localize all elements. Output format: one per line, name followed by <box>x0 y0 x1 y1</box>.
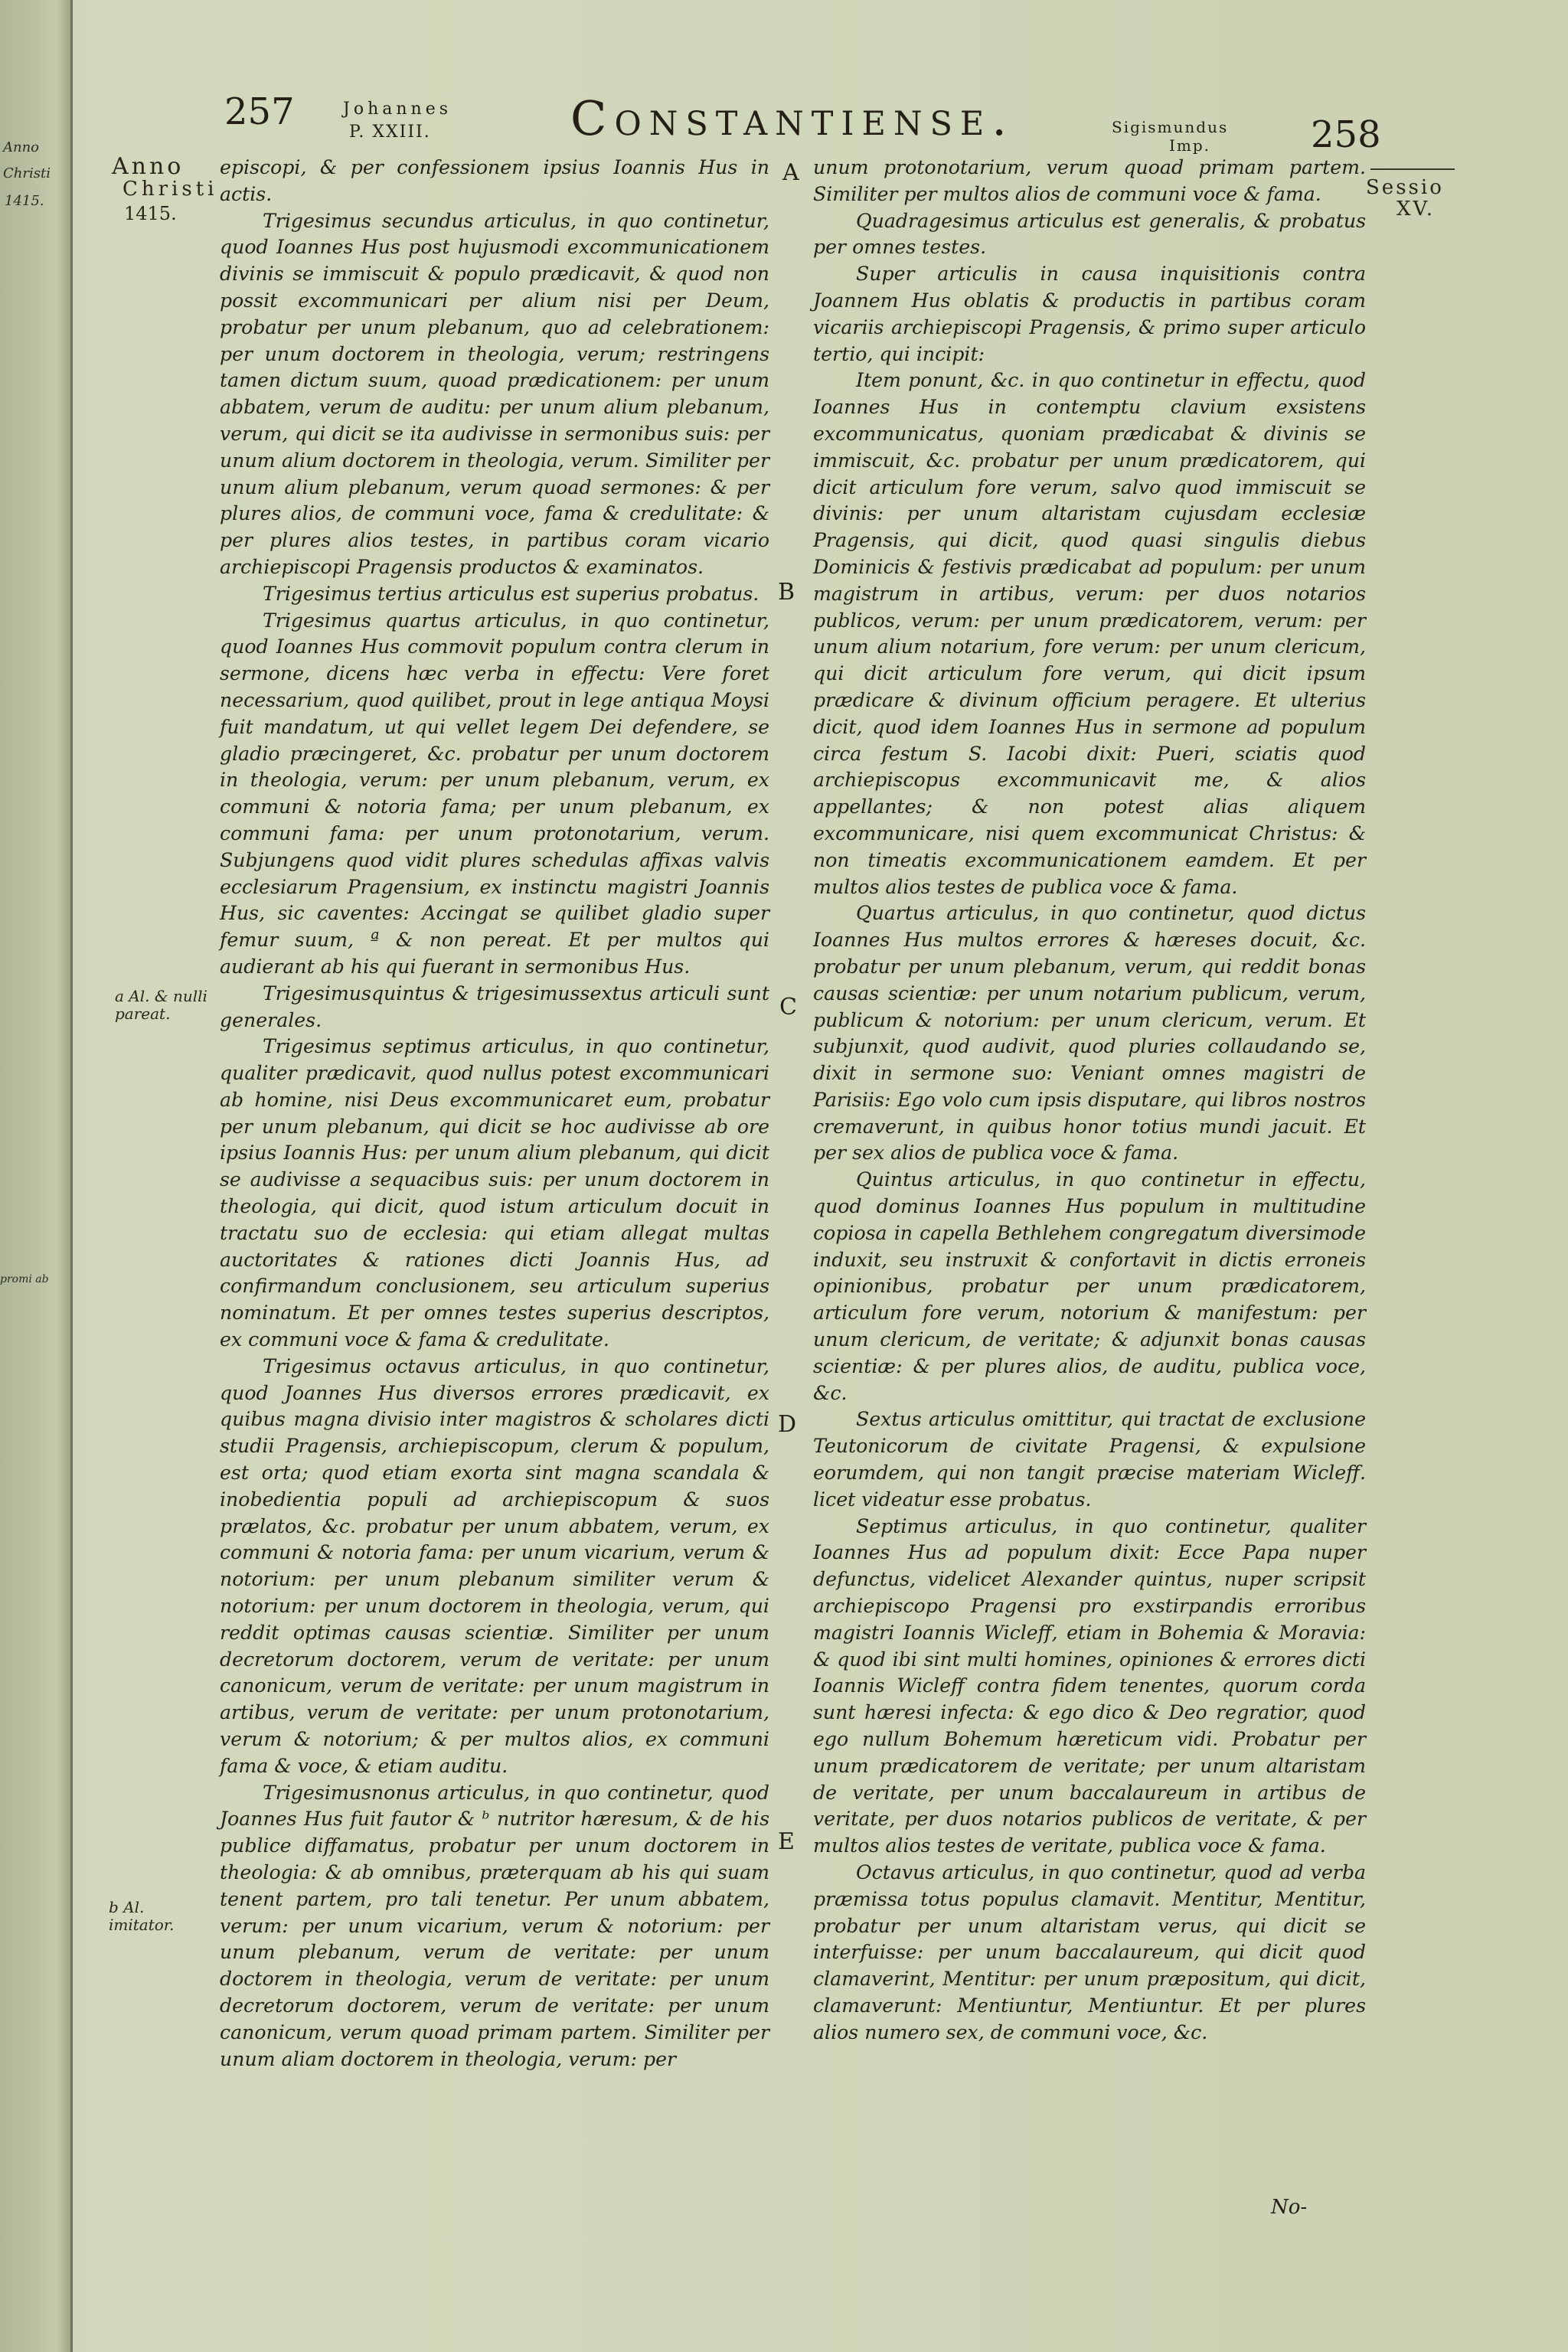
paragraph: Quartus articulus, in quo continetur, quod dictus Ioannes Hus multos errores & hæreses docuit, &c. probatur per unum plebanum, verum, qui reddit bonas causas scientiæ: per unum notarium publicum, verum, publicum & notorium: per unum clericum, verum. Et subjunxit, quod audivit, quod pluries collaudando se, dixit in sermone suo: Veniant omnes magistri de Parisiis: Ego volo cum ipsis disputare, qui libros nostros cremaverunt, in quibus honor totius mundi jacuit. Et per sex alios de publica voce & fama. <box>813 902 1366 1165</box>
paragraph: Trigesimus tertius articulus est superius probatus. <box>263 582 760 605</box>
margin-note-a: a Al. & nulli pareat. <box>115 987 207 1023</box>
section-letter-b: B <box>778 579 795 606</box>
section-letter-a: A <box>782 159 799 186</box>
paragraph: episcopi, & per confessionem ipsius Ioannis Hus in actis. <box>220 156 769 205</box>
paragraph: Octavus articulus, in quo continetur, quod ad verba præmissa totus populus clamavit. Mentitur, Mentitur, probatur per unum altaristam verus, qui dicit se interfuisse: per unum baccalaureum, qui dicit quod clamaverint, Mentitur: per unum præpositum, qui dicit, clamaverunt: Mentiuntur, Mentiuntur. Et per plures alios numero sex, de communi voce, &c. <box>813 1861 1366 2043</box>
header-right-sub-1: Sigismundus <box>1112 118 1229 136</box>
running-header <box>0 0 1568 168</box>
margin-year: 1415. <box>124 203 177 224</box>
header-right-sub-2: Imp. <box>1169 136 1211 155</box>
paragraph: Trigesimusquintus & trigesimussextus articuli sunt generales. <box>220 982 769 1031</box>
previous-page-edge <box>0 0 73 2352</box>
paragraph: Trigesimus quartus articulus, in quo continetur, quod Ioannes Hus commovit populum contra clerum in sermone, dicens hæc verba in effectu: Vere foret necessarium, quod quilibet, prout in lege antiqua Moysi fuit mandatum, ut qui vellet legem Dei defendere, se gladio præcingeret, &c. probatur per unum doctorem in theologia, verum: per unum plebanum, verum, ex communi & notoria fama; per unum plebanum, ex communi fama: per unum protonotarium, verum. Subjungens quod vidit plures schedulas affixas valvis ecclesiarum Pragensium, ex instinctu magistri Joannis Hus, sic caventes: Accingat se quilibet gladio super femur suum, ª & non pereat. Et per multos qui audierant ab his qui fuerant in sermonibus Hus. <box>220 609 769 978</box>
paragraph: Quadragesimus articulus est generalis, & probatus per omnes testes. <box>813 209 1366 259</box>
right-text-column <box>813 155 1366 2047</box>
edge-text-2: Christi <box>3 165 51 181</box>
margin-note-b: b Al. imitator. <box>109 1898 175 1934</box>
paragraph: Trigesimus octavus articulus, in quo continetur, quod Joannes Hus diversos errores prædicavit, ex quibus magna divisio inter magistros & scholares dicti studii Pragensis, archiepiscopum, clerum & populum, est orta; quod etiam exorta sint magna scandala & inobedientia populi ad archiepiscopum & suos prælatos, &c. probatur per unum abbatem, verum, ex communi & notoria fama: per unum vicarium, verum & notorium: per unum plebanum similiter verum & notorium: per unum doctorem in theologia, verum, qui reddit optimas causas scientiæ. Similiter per unum decretorum doctorem, verum de veritate: per unum canonicum, verum de veritate: per unum magistrum in artibus, verum de veritate: per unum protonotarium, verum & notorium; & per multos alios, ex communi fama & voce, & etiam auditu. <box>220 1354 769 1777</box>
margin-sessio-num: XV. <box>1396 198 1436 220</box>
running-title: Constantiense. <box>570 90 1015 146</box>
paragraph: Trigesimus secundus articulus, in quo continetur, quod Ioannes Hus post hujusmodi excommunicationem divinis se immiscuit & populo prædicavit, & quod non possit excommunicari per alium nisi per Deum, probatur per unum plebanum, quo ad celebrationem: per unum doctorem in theologia, verum; restringens tamen dictum suum, quoad prædicationem: per unum abbatem, verum de auditu: per unum alium plebanum, verum, qui dicit se ita audivisse in sermonibus suis: per unum alium doctorem in theologia, verum. Similiter per unum alium plebanum, verum quoad sermones: & per plures alios, de communi voce, fama & credulitate: & per plures alios testes, in partibus coram vicario archiepiscopi Pragensis productos & examinatos. <box>220 209 769 578</box>
section-letter-d: D <box>778 1411 797 1438</box>
paragraph: Quintus articulus, in quo continetur in effectu, quod dominus Ioannes Hus populum in multitudine copiosa in capella Bethlehem congregatum diversimode induxit, seu instruxit & confortavit in dictis erroneis opinionibus, probatur per unum prædicatorem, articulum fore verum, notorium & manifestum: per unum clericum, de veritate; & adjunxit bonas causas scientiæ: & per plures alios, de auditu, publica voce, &c. <box>813 1168 1366 1404</box>
paragraph: Item ponunt, &c. in quo continetur in effectu, quod Ioannes Hus in contemptu clavium exsistens excommunicatus, quoniam prædicabat & divinis se immiscuit, &c. probatur per unum prædicatorem, qui dicit articulum fore verum, salvo quod immiscuit se divinis: per unum altaristam cujusdam ecclesiæ Pragensis, qui dicit, quod quasi singulis diebus Dominicis & festivis prædicabat ad populum: per unum magistrum in artibus, verum: per duos notarios publicos, verum: per unum prædicatorem, verum: per unum alium notarium, fore verum: per unum clericum, qui dicit articulum fore verum, qui dicit ipsum prædicare & divinum officium peragere. Et ulterius dicit, quod idem Ioannes Hus in sermone ad populum circa festum S. Iacobi dixit: Pueri, sciatis quod archiepiscopus excommunicavit me, & alios appellantes; & non potest alias aliquem excommunicare, nisi quem excommunicat Christus: & non timeatis excommunicationem eamdem. Et per multos alios testes de publica voce & fama. <box>813 369 1366 898</box>
paragraph: Trigesimusnonus articulus, in quo continetur, quod Joannes Hus fuit fautor & ᵇ nutritor hæresum, & de his publice diffamatus, probatur per unum doctorem in theologia: & ab omnibus, præterquam ab his qui suam tenent partem, pro tali tenetur. Per unum abbatem, verum: per unum vicarium, verum & notorium: per unum plebanum, verum de veritate: per unum doctorem in theologia, verum de veritate: per unum decretorum doctorem, verum de veritate: per unum canonicum, verum quoad primam partem. Similiter per unum aliam doctorem in theologia, verum: per <box>220 1781 769 2070</box>
edge-text-3: 1415. <box>5 193 44 209</box>
header-left-sub-1: Johannes <box>343 100 452 119</box>
paragraph: unum protonotarium, verum quoad primam partem. Similiter per multos alios de communi voce & fama. <box>813 156 1366 205</box>
margin-anno: Anno <box>112 153 185 180</box>
page-number-left: 257 <box>224 90 295 133</box>
paragraph: Sextus articulus omittitur, qui tractat de exclusione Teutonicorum de civitate Pragensi, & expulsione eorumdem, qui non tangit præcise materiam Wicleff. licet videatur esse probatus. <box>813 1408 1366 1511</box>
section-letter-c: C <box>779 994 797 1021</box>
margin-rule <box>1370 168 1455 170</box>
margin-christi: Christi <box>122 178 218 201</box>
header-left-sub-2: P. XXIII. <box>349 122 431 142</box>
left-text-column <box>220 155 769 2073</box>
margin-sessio: Sessio <box>1366 176 1444 199</box>
edge-text-1: Anno <box>3 139 40 155</box>
page-number-right: 258 <box>1311 113 1381 156</box>
paragraph: Trigesimus septimus articulus, in quo continetur, qualiter prædicavit, quod nullus potest excommunicari ab homine, nisi Deus excommunicaret eum, probatur per unum plebanum, qui dicit se hoc audivisse ab ore ipsius Ioannis Hus: per unum alium plebanum, qui dicit se audivisse a sequacibus suis: per unum doctorem in theologia, qui dicit, quod istum articulum docuit in tractatu suo de ecclesia: qui etiam allegat multas auctoritates & rationes dicti Joannis Hus, ad confirmandum conclusionem, seu articulum superius nominatum. Et per omnes testes superius descriptos, ex communi voce & fama & credulitate. <box>220 1035 769 1351</box>
catchword: No- <box>1271 2196 1308 2219</box>
paragraph: Super articulis in causa inquisitionis contra Joannem Hus oblatis & productis in partibus coram vicariis archiepiscopi Pragensis, & primo super articulo tertio, qui incipit: <box>813 263 1366 365</box>
section-letter-e: E <box>778 1828 795 1855</box>
edge-text-4: promi ab <box>0 1273 49 1285</box>
paragraph: Septimus articulus, in quo continetur, qualiter Ioannes Hus ad populum dixit: Ecce Papa nuper defunctus, videlicet Alexander quintus, nuper scripsit archiepiscopo Pragensi pro exstirpandis erroribus magistri Ioannis Wicleff, etiam in Bohemia & Moravia: & quod ibi sint multi homines, opiniones & errores dicti Ioannis Wicleff contra fidem tenentes, quorum corda sunt hæresi infecta: & ego dico & Deo regratior, quod ego nullum Bohemum hæreticum vidi. Probatur per unum prædicatorem de veritate; per unum altaristam de veritate, per unum baccalaureum in artibus de veritate, per duos notarios publicos de veritate, & per multos alios testes de veritate, publica voce & fama. <box>813 1514 1366 1857</box>
